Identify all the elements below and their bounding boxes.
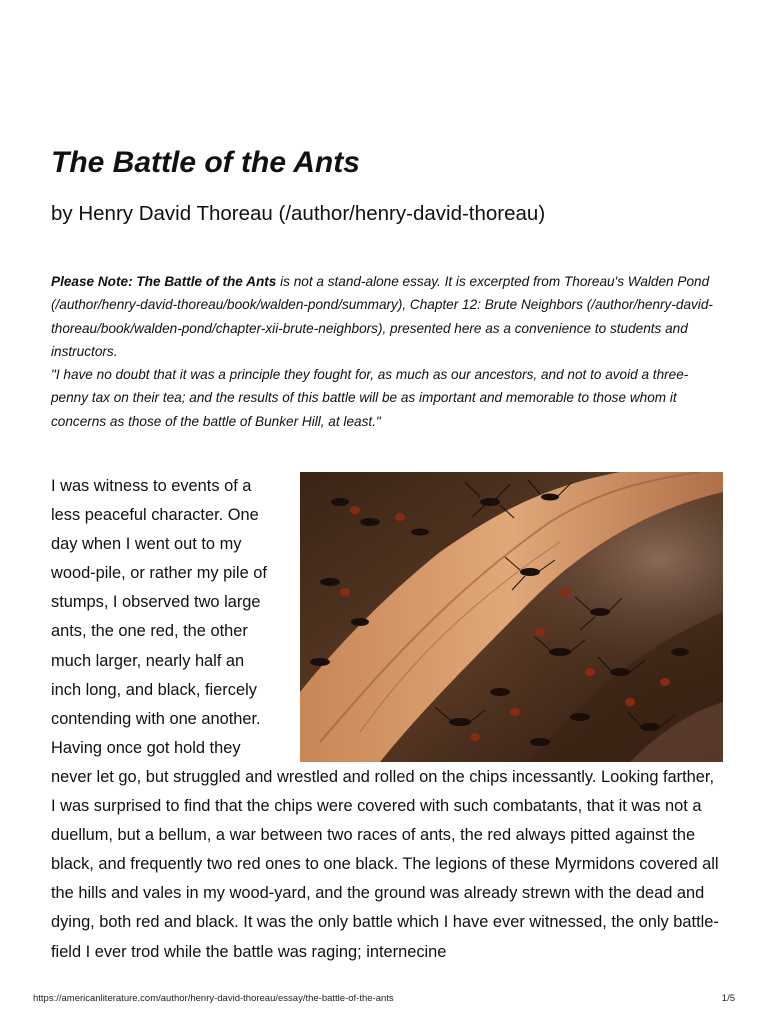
epigraph-quote: "I have no doubt that it was a principle they fought for, as much as our ancestors, and not to avoid a three-penny tax on their tea; and the results of this battle will be as important and memorable to those whom it concerns as those of the battle of Bunker Hill, at least.": [51, 367, 689, 429]
author-byline: by Henry David Thoreau (/author/henry-david-thoreau): [51, 202, 546, 225]
footer-source-url: https://americanliterature.com/author/henry-david-thoreau/essay/the-battle-of-the-ants: [33, 993, 394, 1004]
ants-photo: [300, 472, 723, 762]
essay-paragraph: I was witness to events of a less peaceful character. One day when I went out to my wood-pile, or rather my pile of stumps, I observed two large ants, the one red, the other much larger, nearly half an inch long, and black, fiercely contending with one another. Having once got hold they never let go, but struggled and wrestled and rolled on the chips incessantly. Looking farther, I was surprised to find that the chips were covered with such combatants, that it was not a duellum, but a bellum, a war between two races of ants, the red always pitted against the black, and frequently two red ones to one black. The legions of these Myrmidons covered all the hills and vales in my wood-yard, and the ground was already strewn with the dead and dying, both red and black. It was the only battle which I have ever witnessed, the only battle-field I ever trod while the battle was raging; internecine: [51, 477, 719, 961]
editor-note-text: is not a stand-alone essay. It is excerpted from Thoreau's Walden Pond (/author/henry-david-thoreau/book/walden-pond/summary), Chapter 12: Brute Neighbors (/author/henry-david-thoreau/book/walden-pond/chapter-xii-brute-neighbors), presented here as a convenience to students and instructors.: [51, 274, 713, 360]
page-title: The Battle of the Ants: [51, 146, 360, 179]
essay-body: [51, 472, 723, 967]
footer-page-number: 1/5: [721, 993, 735, 1004]
editor-note-lead: Please Note: The Battle of the Ants: [51, 274, 277, 289]
ants-photo-illustration: [300, 472, 723, 762]
editor-note: [51, 270, 723, 364]
